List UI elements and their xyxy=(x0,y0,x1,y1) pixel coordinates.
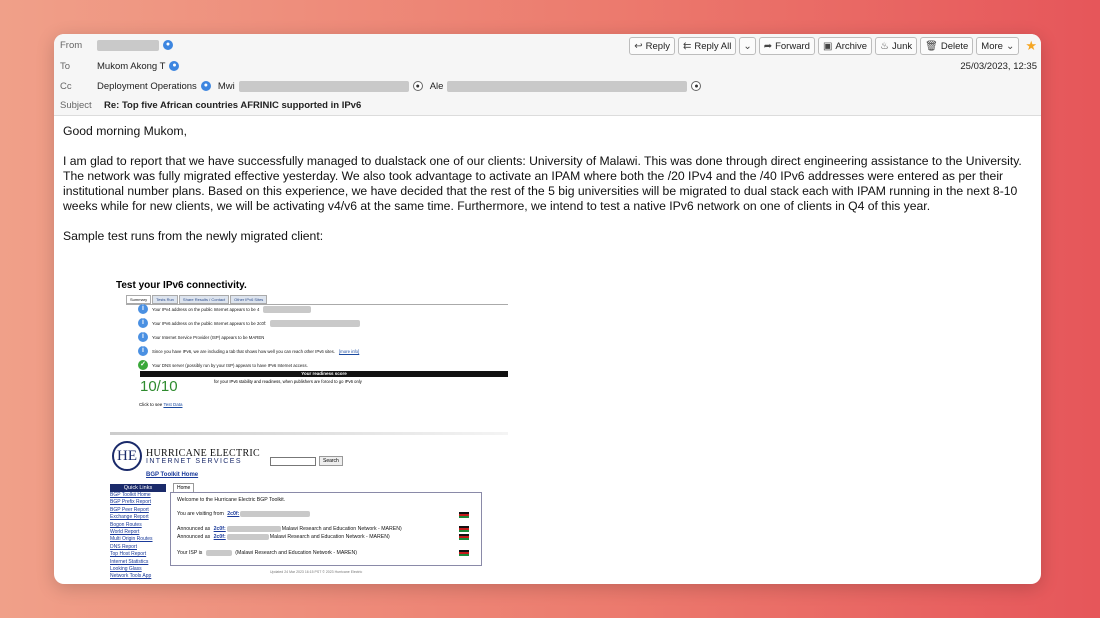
ipv6-test-line xyxy=(138,332,264,342)
readiness-score: 10/10 xyxy=(140,378,178,395)
he-announced-prefix: Announced as xyxy=(177,526,211,532)
he-footer: Updated 24 Mar 2023 16:15 PST © 2023 Hurricane Electric xyxy=(270,570,363,574)
contact-icon[interactable]: ● xyxy=(413,81,423,91)
archive-label: Archive xyxy=(835,40,868,52)
readiness-bar: Your readiness score xyxy=(140,371,508,377)
paragraph: I am glad to report that we have successfully managed to dualstack one of our clients: University of Malawi. This was done through direct engineering assistance to the University. The network was fully migrated effective yesterday. We also took advantage to activate an IPAM where both the /20 IPv4 and the /40 IPv6 addresses were entered as per their institutional number plans. Based on this experience, we have decided that the rest of the 5 big universities will be migrated to dual stack each with IPAM running in the next 8-10 weeks while for new clients, we will be activating v4/v6 at the same time. Furthermore, we intend to test a native IPv6 network on one of clients in Q4 of this year. xyxy=(63,154,1022,213)
ipv6-test-text: Your IPv4 address on the public Internet appears to be 4 xyxy=(152,306,260,312)
paragraph: Sample test runs from the newly migrated client: xyxy=(63,229,324,243)
from-value[interactable] xyxy=(97,40,173,51)
tab-tests-run[interactable]: Tests Run xyxy=(152,295,178,304)
he-home-link[interactable]: BGP Toolkit Home xyxy=(146,472,199,478)
redacted-ip xyxy=(240,511,310,517)
info-icon: i xyxy=(138,346,148,356)
tab-summary[interactable]: Summary xyxy=(126,295,151,304)
readiness-note: for your IPv6 stability and readiness, when publishers are forced to go IPv6 only xyxy=(214,379,362,384)
archive-icon: ▣ xyxy=(822,40,833,52)
info-icon: i xyxy=(138,318,148,328)
he-visiting-addr[interactable]: 2c0f: xyxy=(227,511,240,517)
to-value[interactable] xyxy=(97,61,179,72)
tab-share-results[interactable]: Share Results / Contact xyxy=(179,295,229,304)
he-announced xyxy=(177,526,402,532)
quick-links-title: Quick Links xyxy=(110,484,166,492)
redacted-sender xyxy=(97,40,159,51)
quick-link[interactable]: Bogon Routes xyxy=(110,521,142,528)
reply-all-button[interactable] xyxy=(678,37,736,55)
click-to-see xyxy=(139,402,182,407)
cc-first: Deployment Operations xyxy=(97,80,197,92)
he-tab-home[interactable]: Home xyxy=(173,483,194,492)
cc-label: Cc xyxy=(60,80,72,92)
chevron-down-icon: ⌄ xyxy=(1005,40,1015,52)
separator xyxy=(110,432,508,435)
message-date: 25/03/2023, 12:35 xyxy=(960,60,1037,72)
he-announced-addr[interactable]: 2c0f: xyxy=(213,534,226,540)
cc-value[interactable] xyxy=(97,81,701,92)
redacted-cc xyxy=(239,81,409,92)
he-announced-addr[interactable]: 2c0f: xyxy=(213,526,226,532)
redacted-ip xyxy=(270,320,360,327)
malawi-flag-icon xyxy=(459,534,469,540)
test-data-link[interactable]: Test Data xyxy=(163,402,183,407)
to-row xyxy=(54,56,1041,76)
he-announced-suffix: Malawi Research and Education Network - MAREN) xyxy=(281,526,402,532)
he-welcome: Welcome to the Hurricane Electric BGP Toolkit. xyxy=(177,497,286,503)
he-announced-prefix: Announced as xyxy=(177,534,211,540)
ipv6-test-title: Test your IPv6 connectivity. xyxy=(116,280,247,291)
redacted-prefix xyxy=(227,534,269,540)
contact-icon[interactable]: ● xyxy=(691,81,701,91)
subject-label: Subject xyxy=(60,99,92,111)
more-label: More xyxy=(981,40,1003,52)
reply-dropdown-button[interactable] xyxy=(739,37,755,55)
quick-link[interactable]: Exchange Report xyxy=(110,514,149,521)
ipv6-test-text: Since you have IPv6, we are including a tab that shows how well you can reach other IPv6 sites. xyxy=(152,348,335,354)
he-visiting-prefix: You are visiting from xyxy=(177,511,224,517)
cc-row xyxy=(54,76,1041,96)
message-toolbar xyxy=(629,37,1037,55)
email-window xyxy=(54,34,1041,584)
check-icon: ✓ xyxy=(138,360,148,370)
redacted-ip xyxy=(263,306,311,313)
junk-label: Junk xyxy=(892,40,913,52)
redacted-prefix xyxy=(227,526,281,532)
contact-icon[interactable]: ● xyxy=(169,61,179,71)
he-isp-prefix: Your ISP is xyxy=(177,550,203,556)
chevron-down-icon: ⌄ xyxy=(743,40,752,52)
he-isp xyxy=(177,550,357,556)
message-body xyxy=(54,116,1041,267)
ipv6-test-text: Your DNS server (possibly run by your ISP) appears to have IPv6 Internet access. xyxy=(152,362,308,368)
more-button[interactable] xyxy=(976,37,1019,55)
to-label: To xyxy=(60,60,71,72)
he-search-input[interactable] xyxy=(270,457,316,466)
from-row xyxy=(54,35,1041,55)
quick-link[interactable]: Internet Statistics xyxy=(110,558,149,565)
he-announced-suffix: Malawi Research and Education Network - MAREN) xyxy=(269,534,390,540)
he-name-line1: HURRICANE ELECTRIC xyxy=(146,448,261,459)
info-icon: i xyxy=(138,304,148,314)
redacted-isp xyxy=(206,550,232,556)
malawi-flag-icon xyxy=(459,512,469,518)
reply-all-label: Reply All xyxy=(694,40,732,52)
more-info-link[interactable]: [more info] xyxy=(338,348,360,354)
malawi-flag-icon xyxy=(459,526,469,532)
he-isp-suffix: (Malawi Research and Education Network - MAREN) xyxy=(235,550,357,556)
ipv6-test-text: Your IPv6 address on the public Internet appears to be 2c0f: xyxy=(152,320,267,326)
quick-link[interactable]: BGP Prefix Report xyxy=(110,499,152,506)
click-prefix: Click to see xyxy=(139,402,163,407)
ipv6-test-line xyxy=(138,346,359,356)
quick-link[interactable]: DNS Report xyxy=(110,543,137,550)
forward-label: Forward xyxy=(775,40,810,52)
contact-icon[interactable]: ● xyxy=(201,81,211,91)
subject-row xyxy=(54,95,1041,115)
quick-link[interactable]: BGP Peer Report xyxy=(110,506,149,513)
reply-all-icon: ⇇ xyxy=(682,40,692,52)
he-logo: HE xyxy=(112,441,142,471)
to-name: Mukom Akong T xyxy=(97,60,166,72)
quick-link[interactable]: Top Host Report xyxy=(110,551,147,558)
from-label: From xyxy=(60,39,83,51)
reply-button[interactable] xyxy=(629,37,675,55)
tab-other-sites[interactable]: Other IPv6 Sites xyxy=(230,295,267,304)
quick-link[interactable]: Multi Origin Routes xyxy=(110,536,153,543)
ipv6-test-line xyxy=(138,318,360,328)
greeting: Good morning Mukom, xyxy=(63,124,187,138)
info-icon: i xyxy=(138,332,148,342)
reply-label: Reply xyxy=(645,40,670,52)
forward-icon: ➦ xyxy=(763,40,773,52)
message-header xyxy=(54,34,1041,116)
forward-button[interactable] xyxy=(759,37,815,55)
star-icon[interactable]: ★ xyxy=(1025,38,1037,53)
quick-link[interactable]: Network Tools App xyxy=(110,573,152,580)
he-search-button[interactable]: Search xyxy=(319,456,343,466)
he-bgp-screenshot xyxy=(110,439,508,584)
he-panel xyxy=(170,492,482,566)
redacted-cc xyxy=(447,81,687,92)
reply-icon: ↩ xyxy=(634,40,643,52)
subject-text: Re: Top five African countries AFRINIC supported in IPv6 xyxy=(104,99,362,111)
quick-link[interactable]: BGP Toolkit Home xyxy=(110,492,151,498)
delete-label: Delete xyxy=(940,40,969,52)
malawi-flag-icon xyxy=(459,550,469,556)
contact-icon[interactable]: ● xyxy=(163,40,173,50)
subject-value xyxy=(104,100,361,111)
quick-link[interactable]: Looking Glass xyxy=(110,566,142,573)
archive-button[interactable] xyxy=(818,37,872,55)
quick-links xyxy=(110,484,166,581)
junk-icon: ♨ xyxy=(880,40,890,52)
cc-third: Ale xyxy=(429,80,444,92)
he-name-line2: INTERNET SERVICES xyxy=(146,458,242,465)
quick-link[interactable]: World Report xyxy=(110,529,140,536)
cc-second: Mwi xyxy=(217,80,235,92)
trash-icon: 🗑 xyxy=(925,40,938,52)
ipv6-test-text: Your Internet Service Provider (ISP) appears to be MAREN xyxy=(152,334,265,340)
junk-button[interactable] xyxy=(875,37,917,55)
he-visiting xyxy=(177,511,310,517)
he-announced xyxy=(177,534,390,540)
ipv6-test-line xyxy=(138,360,308,370)
ipv6-test-line xyxy=(138,304,311,314)
delete-button[interactable] xyxy=(920,37,973,55)
